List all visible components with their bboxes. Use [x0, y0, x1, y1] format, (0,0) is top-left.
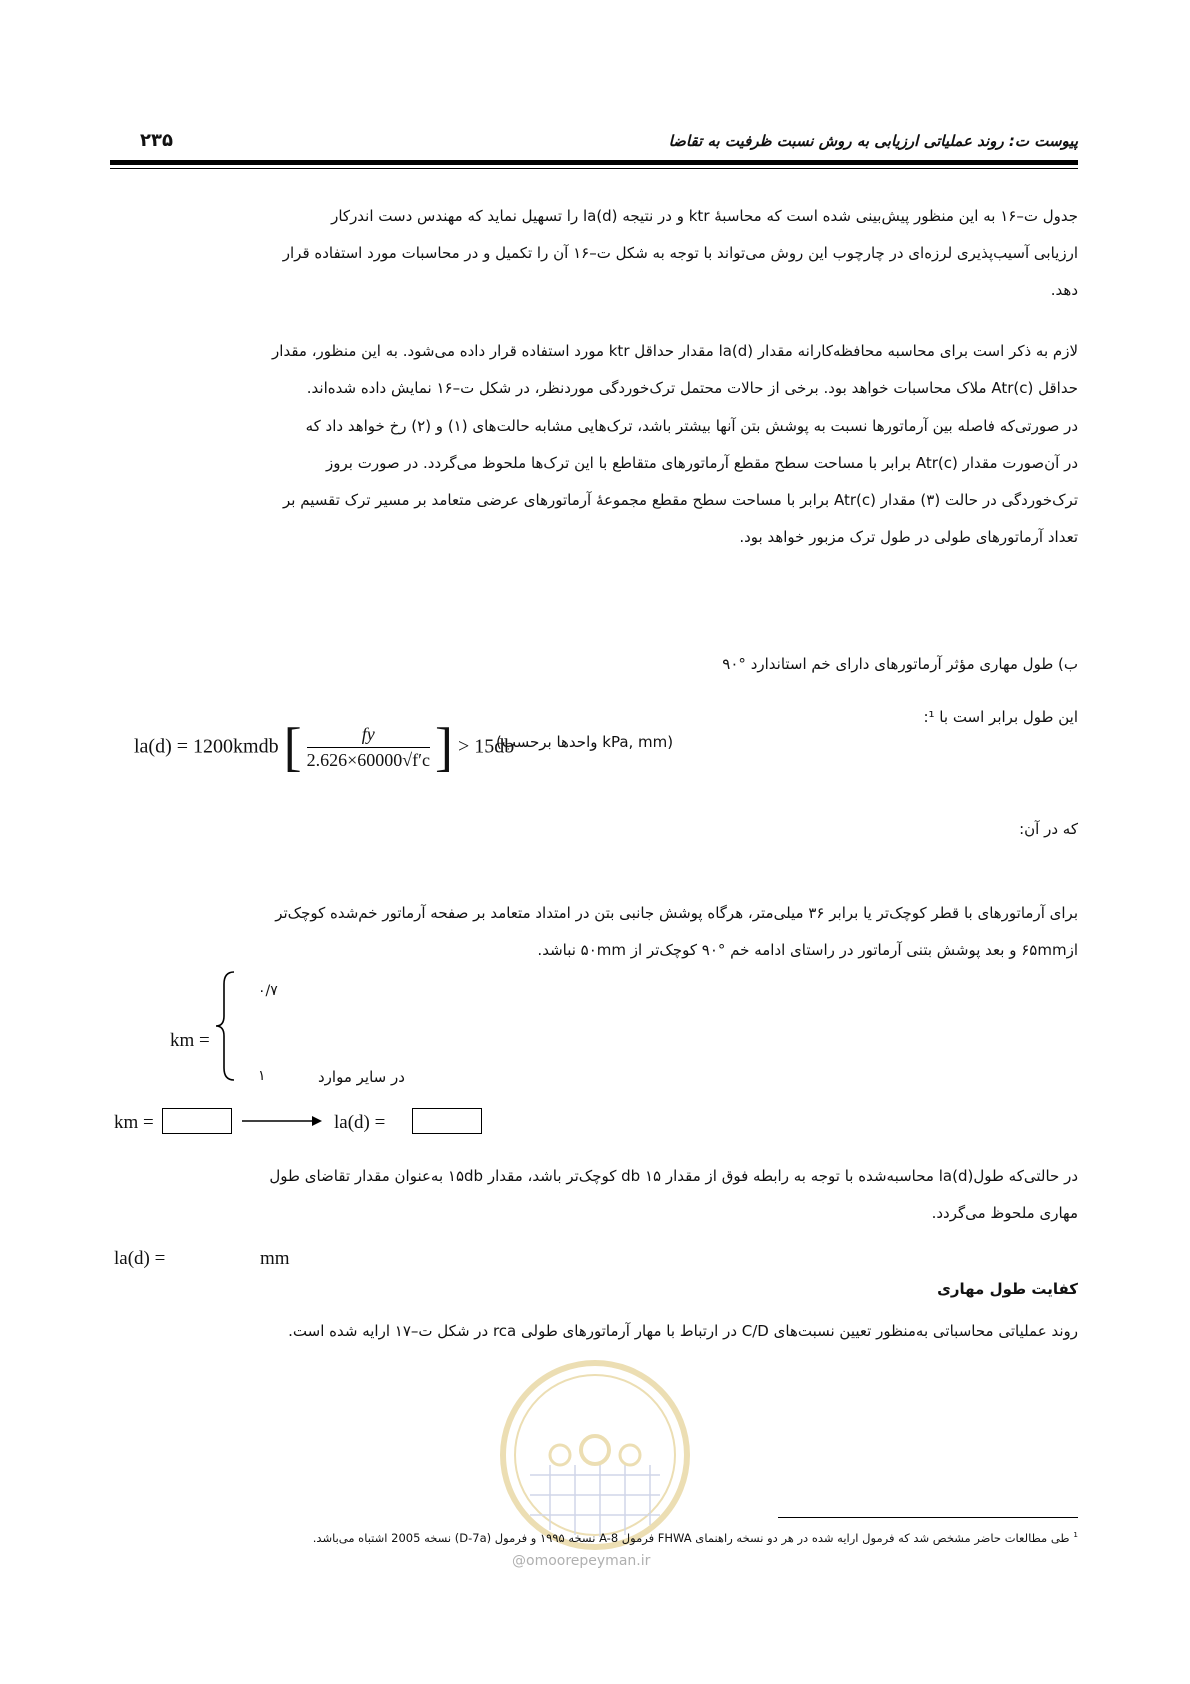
paragraph-2: [112, 333, 1078, 407]
paragraph-3-line-4: تعداد آرماتورهای طولی در طول ترک مزبور خواهد بود.: [739, 528, 1078, 546]
paragraph-5: [112, 1158, 1078, 1232]
result-unit: mm: [260, 1248, 290, 1269]
paragraph-4-line-2: از۶۵mm و بعد پوشش بتنی آرماتور در راستای ادامه خم °۹۰ کوچک‌تر از ۵۰mm نباشد.: [537, 941, 1078, 959]
km-value-case-2: ۱: [258, 1068, 266, 1084]
equation-fraction: [307, 724, 430, 771]
watermark-logo: [490, 1355, 700, 1555]
km-value-case-1: ۰/۷: [258, 983, 278, 999]
watermark-url: @omoorepeyman.ir: [512, 1553, 651, 1569]
la-input-box[interactable]: [412, 1108, 482, 1134]
paragraph-1-line-2: ارزیابی آسیب‌پذیری لرزه‌ای در چارچوب این روش می‌تواند با توجه به شکل ت–۱۶ آن را تکمیل و در محاسبات مورد استفاده قرار: [282, 244, 1078, 262]
km-other-cases-label: در سایر موارد: [318, 1068, 405, 1086]
section-b-title: ب) طول مهاری مؤثر آرماتورهای دارای خم استاندارد °۹۰: [722, 655, 1078, 673]
paragraph-6: روند عملیاتی محاسباتی به‌منظور تعیین نسبت‌های C/D در ارتباط با مهار آرماتورهای طولی rca در شکل ت–۱۷ ارایه شده است.: [288, 1322, 1078, 1340]
equation-intro: این طول برابر است با ¹:: [923, 708, 1078, 726]
footnote-text: طی مطالعات حاضر مشخص شد که فرمول ارایه شده در هر دو نسخه راهنمای FHWA فرمول A-8 نسخه ۱۹۹۵ و فرمول (D-7a) نسخه 2005 اشتباه می‌باشد.: [312, 1530, 1070, 1545]
km-input-box[interactable]: [162, 1108, 232, 1134]
paragraph-2-line-1: لازم به ذکر است برای محاسبه محافظه‌کارانه مقدار la(d) مقدار حداقل ktr مورد استفاده قرار داده می‌شود. به این منظور، مقدار: [272, 342, 1078, 360]
section-heading-anchorage-adequacy: کفایت طول مهاری: [937, 1280, 1078, 1298]
page-number: ۲۳۵: [140, 130, 173, 151]
calc-la-label: la(d) =: [334, 1112, 386, 1133]
fraction-denominator: 2.626×60000√f′c: [306, 749, 431, 770]
where-label: که در آن:: [1019, 820, 1078, 838]
equation-rhs: > 15db: [458, 735, 515, 758]
left-bracket: [: [283, 717, 302, 777]
footnote-mark: 1: [1073, 1530, 1078, 1539]
result-la-label: la(d) =: [114, 1248, 166, 1269]
paragraph-4-line-1: برای آرماتورهای با قطر کوچک‌تر یا برابر ۳۶ میلی‌متر، هرگاه پوشش جانبی بتن در امتداد متعامد بر صفحه آرماتور خم‌شده کوچک‌تر: [275, 904, 1078, 922]
fraction-numerator: fy: [307, 724, 430, 748]
paragraph-2-line-2: حداقل Atr(c) ملاک محاسبات خواهد بود. برخی از حالات محتمل ترک‌خوردگی موردنظر، در شکل ت–۱۶ نمایش داده شده‌اند.: [306, 379, 1078, 397]
equation-lhs: la(d) = 1200kmdb: [134, 735, 279, 758]
paragraph-3: [112, 408, 1078, 556]
calc-km-label: km =: [114, 1112, 154, 1133]
paragraph-5-line-1: در حالتی‌که طولla(d) محاسبه‌شده با توجه به رابطه فوق از مقدار ۱۵ db کوچک‌تر باشد، مقدار ۱۵db به‌عنوان مقدار تقاضای طول: [269, 1167, 1078, 1185]
header-rule-thick: [110, 160, 1078, 165]
equation-units-note: (kPa, mm واحدها برحسب): [496, 733, 674, 751]
km-definition-label: km =: [170, 1030, 210, 1051]
paragraph-5-line-2: مهاری ملحوظ می‌گردد.: [931, 1204, 1078, 1222]
right-bracket: ]: [435, 717, 454, 777]
paragraph-1-line-3: دهد.: [1050, 281, 1078, 299]
paragraph-3-line-1: در صورتی‌که فاصله بین آرماتورها نسبت به پوشش بتن آنها بیشتر باشد، ترک‌هایی مشابه حالت‌های (۱) و (۲) رخ خواهد داد که: [305, 417, 1078, 435]
paragraph-4: [112, 895, 1078, 969]
left-curly-brace: [212, 970, 238, 1082]
right-arrow-icon: [240, 1108, 324, 1134]
anchorage-length-equation: [134, 717, 515, 777]
footnote-rule: [778, 1517, 1078, 1518]
paragraph-1-line-1: جدول ت–۱۶ به این منظور پیش‌بینی شده است که محاسبهٔ ktr و در نتیجه la(d) را تسهیل نماید که مهندس دست اندرکار: [331, 207, 1078, 225]
header-rule-thin: [110, 168, 1078, 169]
paragraph-3-line-3: ترک‌خوردگی در حالت (۳) مقدار Atr(c) برابر با مساحت سطح مقطع مجموعهٔ آرماتورهای عرضی متعامد بر مسیر ترک تقسیم بر: [283, 491, 1078, 509]
running-header-title: پیوست ت: روند عملیاتی ارزیابی به روش نسبت ظرفیت به تقاضا: [668, 132, 1078, 150]
footnote: [112, 1530, 1078, 1545]
paragraph-1: [112, 198, 1078, 309]
paragraph-3-line-2: در آن‌صورت مقدار Atr(c) برابر با مساحت سطح مقطع آرماتورهای متقاطع با این ترک‌ها ملحوظ می‌گردد. در صورت بروز: [326, 454, 1078, 472]
